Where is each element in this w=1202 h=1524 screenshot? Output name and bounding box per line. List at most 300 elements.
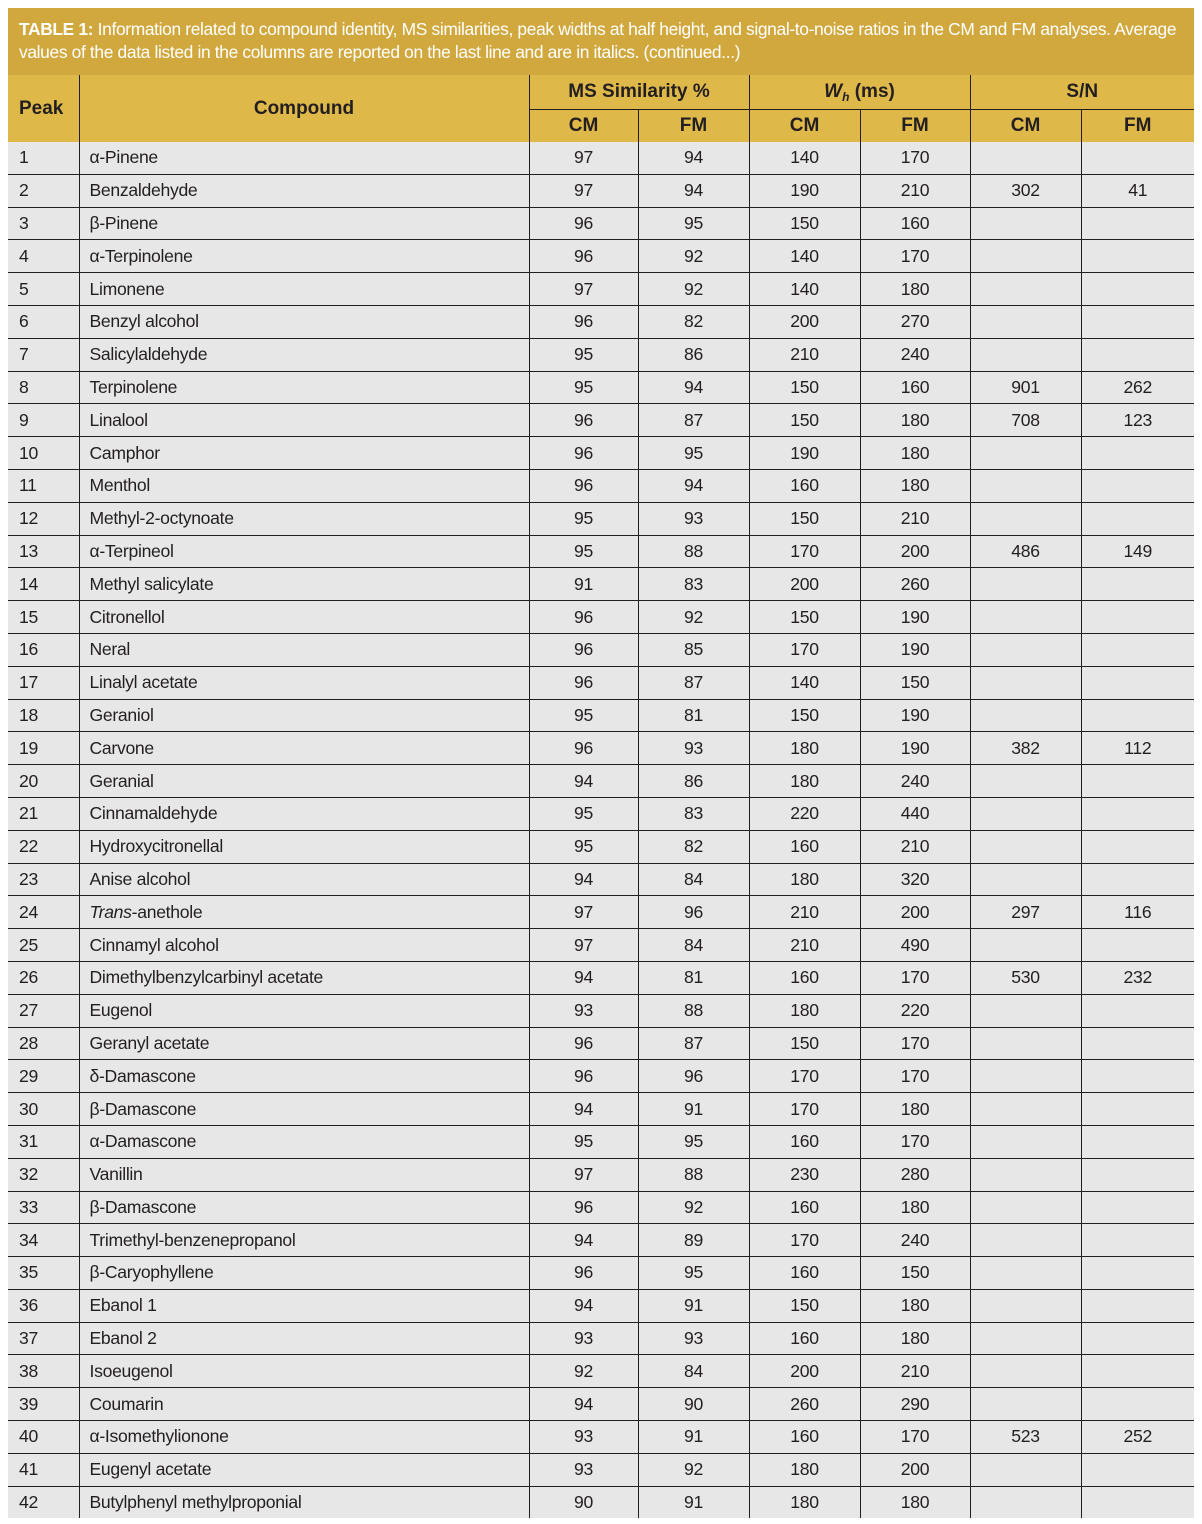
row-sn-fm: 262 (1081, 371, 1194, 404)
row-sn-fm: 116 (1081, 896, 1194, 929)
row-ms-fm: 95 (638, 1125, 749, 1158)
row-compound-name: Cinnamaldehyde (79, 797, 529, 830)
row-wh-fm: 170 (860, 1060, 970, 1093)
row-sn-cm (970, 830, 1081, 863)
row-ms-cm: 96 (529, 633, 638, 666)
row-ms-fm: 86 (638, 338, 749, 371)
row-sn-cm (970, 1027, 1081, 1060)
table-row (8, 1158, 1194, 1191)
row-wh-cm: 150 (749, 502, 860, 535)
row-wh-fm: 160 (860, 207, 970, 240)
row-wh-fm: 210 (860, 830, 970, 863)
row-ms-cm: 97 (529, 142, 638, 174)
row-peak-number: 22 (8, 830, 79, 863)
row-peak-number: 31 (8, 1125, 79, 1158)
row-wh-fm: 190 (860, 601, 970, 634)
row-sn-fm (1081, 1289, 1194, 1322)
row-wh-cm: 200 (749, 568, 860, 601)
table-row (8, 535, 1194, 568)
row-peak-number: 15 (8, 601, 79, 634)
row-sn-cm: 708 (970, 404, 1081, 437)
row-ms-cm: 97 (529, 896, 638, 929)
row-compound-name: Limonene (79, 273, 529, 306)
row-wh-fm: 200 (860, 535, 970, 568)
row-wh-fm: 180 (860, 1486, 970, 1518)
row-sn-fm: 149 (1081, 535, 1194, 568)
row-peak-number: 6 (8, 305, 79, 338)
row-sn-cm (970, 1158, 1081, 1191)
row-peak-number: 7 (8, 338, 79, 371)
row-ms-fm: 94 (638, 174, 749, 207)
row-wh-fm: 280 (860, 1158, 970, 1191)
row-wh-cm: 190 (749, 437, 860, 470)
row-ms-fm: 88 (638, 535, 749, 568)
row-wh-cm: 140 (749, 273, 860, 306)
row-wh-fm: 200 (860, 896, 970, 929)
row-ms-cm: 96 (529, 207, 638, 240)
row-wh-fm: 240 (860, 765, 970, 798)
row-wh-fm: 180 (860, 1093, 970, 1126)
row-compound-name: Trimethyl-benzenepropanol (79, 1224, 529, 1257)
row-ms-fm: 84 (638, 929, 749, 962)
row-compound-name: Cinnamyl alcohol (79, 929, 529, 962)
row-ms-fm: 93 (638, 732, 749, 765)
row-ms-fm: 93 (638, 502, 749, 535)
row-wh-cm: 170 (749, 535, 860, 568)
row-compound-name: Dimethylbenzylcarbinyl acetate (79, 961, 529, 994)
row-sn-fm: 112 (1081, 732, 1194, 765)
row-peak-number: 20 (8, 765, 79, 798)
row-sn-fm (1081, 633, 1194, 666)
table-row (8, 863, 1194, 896)
row-peak-number: 12 (8, 502, 79, 535)
row-sn-fm (1081, 1158, 1194, 1191)
row-wh-fm: 440 (860, 797, 970, 830)
row-peak-number: 35 (8, 1257, 79, 1290)
row-wh-cm: 150 (749, 404, 860, 437)
row-compound-name: Benzyl alcohol (79, 305, 529, 338)
row-wh-fm: 190 (860, 699, 970, 732)
table-header (8, 75, 1194, 142)
row-ms-cm: 94 (529, 1224, 638, 1257)
table-row (8, 1125, 1194, 1158)
row-peak-number: 28 (8, 1027, 79, 1060)
row-sn-fm (1081, 305, 1194, 338)
row-ms-cm: 90 (529, 1486, 638, 1518)
header-wh-subscript: h (842, 89, 850, 104)
row-ms-cm: 92 (529, 1355, 638, 1388)
row-sn-cm (970, 1355, 1081, 1388)
table-row (8, 174, 1194, 207)
row-ms-cm: 95 (529, 502, 638, 535)
table-row (8, 601, 1194, 634)
row-wh-fm: 240 (860, 1224, 970, 1257)
row-ms-cm: 96 (529, 305, 638, 338)
table-caption-label: TABLE 1: (19, 19, 94, 39)
row-ms-fm: 87 (638, 1027, 749, 1060)
table-row (8, 1453, 1194, 1486)
row-wh-cm: 150 (749, 1289, 860, 1322)
row-sn-cm (970, 666, 1081, 699)
row-sn-fm (1081, 207, 1194, 240)
row-ms-fm: 92 (638, 601, 749, 634)
row-peak-number: 18 (8, 699, 79, 732)
row-ms-cm: 95 (529, 797, 638, 830)
table-row (8, 404, 1194, 437)
row-wh-cm: 150 (749, 1027, 860, 1060)
header-sn-fm: FM (1081, 110, 1194, 143)
row-wh-cm: 160 (749, 1191, 860, 1224)
row-ms-cm: 94 (529, 765, 638, 798)
row-compound-name: Ebanol 1 (79, 1289, 529, 1322)
row-peak-number: 23 (8, 863, 79, 896)
row-ms-fm: 82 (638, 305, 749, 338)
row-ms-fm: 96 (638, 1060, 749, 1093)
table-row (8, 797, 1194, 830)
row-wh-fm: 260 (860, 568, 970, 601)
row-compound-name: Vanillin (79, 1158, 529, 1191)
row-wh-fm: 170 (860, 142, 970, 174)
row-sn-cm (970, 994, 1081, 1027)
row-ms-fm: 92 (638, 1191, 749, 1224)
row-compound-name: Camphor (79, 437, 529, 470)
row-ms-fm: 85 (638, 633, 749, 666)
table-row (8, 1322, 1194, 1355)
row-compound-name: δ-Damascone (79, 1060, 529, 1093)
row-peak-number: 26 (8, 961, 79, 994)
row-ms-cm: 96 (529, 1191, 638, 1224)
row-sn-fm (1081, 699, 1194, 732)
row-wh-cm: 160 (749, 830, 860, 863)
row-compound-name: Carvone (79, 732, 529, 765)
header-wh-symbol: W (824, 80, 843, 102)
row-peak-number: 33 (8, 1191, 79, 1224)
row-peak-number: 39 (8, 1388, 79, 1421)
row-sn-cm (970, 765, 1081, 798)
row-sn-fm (1081, 1093, 1194, 1126)
row-wh-cm: 160 (749, 961, 860, 994)
row-sn-fm (1081, 1453, 1194, 1486)
row-wh-cm: 180 (749, 994, 860, 1027)
row-peak-number: 34 (8, 1224, 79, 1257)
header-sn: S/N (970, 75, 1194, 110)
row-sn-fm (1081, 502, 1194, 535)
row-peak-number: 4 (8, 240, 79, 273)
row-sn-cm: 297 (970, 896, 1081, 929)
row-wh-fm: 210 (860, 1355, 970, 1388)
row-sn-fm (1081, 994, 1194, 1027)
header-compound: Compound (79, 75, 529, 142)
row-peak-number: 1 (8, 142, 79, 174)
table-row (8, 1486, 1194, 1518)
row-sn-fm: 41 (1081, 174, 1194, 207)
row-peak-number: 37 (8, 1322, 79, 1355)
row-peak-number: 27 (8, 994, 79, 1027)
row-ms-cm: 96 (529, 240, 638, 273)
row-peak-number: 25 (8, 929, 79, 962)
row-ms-cm: 95 (529, 830, 638, 863)
row-compound-name: Benzaldehyde (79, 174, 529, 207)
row-sn-fm (1081, 1257, 1194, 1290)
row-peak-number: 19 (8, 732, 79, 765)
row-peak-number: 9 (8, 404, 79, 437)
row-wh-cm: 150 (749, 601, 860, 634)
row-sn-fm (1081, 240, 1194, 273)
row-wh-cm: 160 (749, 1125, 860, 1158)
row-ms-cm: 96 (529, 1027, 638, 1060)
row-wh-fm: 180 (860, 404, 970, 437)
row-sn-cm (970, 1060, 1081, 1093)
row-sn-cm (970, 1093, 1081, 1126)
row-sn-fm (1081, 929, 1194, 962)
table-row (8, 1060, 1194, 1093)
row-ms-fm: 81 (638, 961, 749, 994)
row-ms-cm: 94 (529, 863, 638, 896)
row-compound-name: Geraniol (79, 699, 529, 732)
row-sn-cm (970, 633, 1081, 666)
row-sn-fm (1081, 863, 1194, 896)
table-row (8, 994, 1194, 1027)
row-peak-number: 5 (8, 273, 79, 306)
table-row (8, 961, 1194, 994)
row-peak-number: 2 (8, 174, 79, 207)
row-compound-name: β-Pinene (79, 207, 529, 240)
row-wh-cm: 200 (749, 1355, 860, 1388)
row-wh-fm: 160 (860, 371, 970, 404)
row-peak-number: 32 (8, 1158, 79, 1191)
table-row (8, 338, 1194, 371)
row-compound-name: Hydroxycitronellal (79, 830, 529, 863)
row-compound-name: β-Caryophyllene (79, 1257, 529, 1290)
row-sn-fm (1081, 1355, 1194, 1388)
row-ms-cm: 93 (529, 1421, 638, 1454)
row-wh-fm: 170 (860, 1421, 970, 1454)
row-wh-cm: 140 (749, 240, 860, 273)
row-ms-fm: 82 (638, 830, 749, 863)
row-compound-name: Menthol (79, 469, 529, 502)
header-sn-cm: CM (970, 110, 1081, 143)
row-ms-fm: 92 (638, 240, 749, 273)
row-sn-fm: 123 (1081, 404, 1194, 437)
row-wh-fm: 170 (860, 961, 970, 994)
row-wh-cm: 260 (749, 1388, 860, 1421)
row-sn-cm (970, 240, 1081, 273)
row-peak-number: 8 (8, 371, 79, 404)
row-compound-name: α-Isomethylionone (79, 1421, 529, 1454)
row-ms-fm: 83 (638, 797, 749, 830)
row-sn-cm (970, 437, 1081, 470)
row-wh-fm: 210 (860, 502, 970, 535)
row-ms-cm: 95 (529, 371, 638, 404)
row-ms-cm: 94 (529, 961, 638, 994)
row-sn-cm: 530 (970, 961, 1081, 994)
row-peak-number: 38 (8, 1355, 79, 1388)
row-ms-cm: 93 (529, 1453, 638, 1486)
row-ms-fm: 90 (638, 1388, 749, 1421)
header-ms-similarity: MS Similarity % (529, 75, 749, 110)
row-sn-cm: 901 (970, 371, 1081, 404)
row-compound-name: Linalool (79, 404, 529, 437)
row-compound-name: Terpinolene (79, 371, 529, 404)
row-ms-fm: 91 (638, 1486, 749, 1518)
row-ms-fm: 95 (638, 437, 749, 470)
row-wh-fm: 290 (860, 1388, 970, 1421)
table-row (8, 240, 1194, 273)
row-wh-cm: 150 (749, 207, 860, 240)
row-ms-fm: 86 (638, 765, 749, 798)
table-row (8, 830, 1194, 863)
row-wh-cm: 150 (749, 371, 860, 404)
row-compound-name: β-Damascone (79, 1093, 529, 1126)
row-sn-fm (1081, 469, 1194, 502)
row-ms-fm: 87 (638, 404, 749, 437)
table-row (8, 896, 1194, 929)
row-ms-cm: 97 (529, 273, 638, 306)
row-sn-cm (970, 863, 1081, 896)
compound-italic-prefix: Trans (89, 901, 132, 922)
row-peak-number: 21 (8, 797, 79, 830)
row-sn-cm: 302 (970, 174, 1081, 207)
row-wh-cm: 170 (749, 1224, 860, 1257)
row-sn-cm (970, 1125, 1081, 1158)
table-row (8, 732, 1194, 765)
row-ms-fm: 83 (638, 568, 749, 601)
header-ms-fm: FM (638, 110, 749, 143)
row-wh-fm: 180 (860, 1191, 970, 1224)
table-row (8, 1421, 1194, 1454)
table-row (8, 142, 1194, 174)
row-ms-cm: 96 (529, 601, 638, 634)
table-row (8, 1093, 1194, 1126)
row-ms-cm: 97 (529, 174, 638, 207)
row-sn-cm (970, 929, 1081, 962)
row-sn-fm (1081, 1027, 1194, 1060)
row-compound-name: α-Terpinolene (79, 240, 529, 273)
row-sn-cm (970, 1257, 1081, 1290)
row-sn-cm (970, 142, 1081, 174)
row-peak-number: 30 (8, 1093, 79, 1126)
row-sn-fm (1081, 1191, 1194, 1224)
row-sn-cm (970, 699, 1081, 732)
row-sn-cm (970, 273, 1081, 306)
row-wh-fm: 190 (860, 633, 970, 666)
row-sn-fm (1081, 273, 1194, 306)
row-sn-cm: 382 (970, 732, 1081, 765)
table-container (8, 8, 1194, 1518)
row-ms-cm: 93 (529, 1322, 638, 1355)
row-ms-cm: 91 (529, 568, 638, 601)
table-row (8, 1257, 1194, 1290)
table-row (8, 929, 1194, 962)
row-ms-cm: 95 (529, 338, 638, 371)
row-ms-fm: 95 (638, 207, 749, 240)
row-peak-number: 10 (8, 437, 79, 470)
header-wh (749, 75, 970, 110)
row-sn-fm (1081, 666, 1194, 699)
row-compound-name: Butylphenyl methylproponial (79, 1486, 529, 1518)
row-wh-cm: 230 (749, 1158, 860, 1191)
row-ms-cm: 94 (529, 1093, 638, 1126)
row-sn-fm: 232 (1081, 961, 1194, 994)
row-wh-fm: 240 (860, 338, 970, 371)
row-peak-number: 3 (8, 207, 79, 240)
row-sn-fm: 252 (1081, 1421, 1194, 1454)
row-ms-cm: 94 (529, 1289, 638, 1322)
row-ms-fm: 94 (638, 371, 749, 404)
row-wh-cm: 170 (749, 1093, 860, 1126)
table-row (8, 765, 1194, 798)
row-compound-name: Eugenyl acetate (79, 1453, 529, 1486)
row-compound-name: Ebanol 2 (79, 1322, 529, 1355)
row-compound-name: Methyl salicylate (79, 568, 529, 601)
row-ms-cm: 96 (529, 1257, 638, 1290)
row-ms-cm: 96 (529, 666, 638, 699)
row-wh-fm: 180 (860, 1289, 970, 1322)
row-wh-fm: 180 (860, 273, 970, 306)
table-row (8, 1289, 1194, 1322)
table-row (8, 666, 1194, 699)
row-compound-name: α-Pinene (79, 142, 529, 174)
row-wh-cm: 170 (749, 1060, 860, 1093)
row-ms-cm: 97 (529, 929, 638, 962)
row-sn-cm (970, 601, 1081, 634)
table-row (8, 1355, 1194, 1388)
row-ms-fm: 88 (638, 994, 749, 1027)
row-ms-fm: 88 (638, 1158, 749, 1191)
table-row (8, 305, 1194, 338)
row-wh-fm: 180 (860, 1322, 970, 1355)
row-compound-name: Anise alcohol (79, 863, 529, 896)
row-sn-fm (1081, 338, 1194, 371)
row-ms-fm: 91 (638, 1093, 749, 1126)
table-row (8, 1191, 1194, 1224)
row-sn-fm (1081, 830, 1194, 863)
row-wh-fm: 170 (860, 1125, 970, 1158)
row-compound-name: Geranyl acetate (79, 1027, 529, 1060)
row-ms-fm: 94 (638, 469, 749, 502)
row-wh-cm: 180 (749, 863, 860, 896)
row-sn-cm (970, 1289, 1081, 1322)
row-ms-fm: 91 (638, 1289, 749, 1322)
compound-table (8, 75, 1194, 1518)
row-wh-cm: 170 (749, 633, 860, 666)
row-sn-cm (970, 1224, 1081, 1257)
table-row (8, 699, 1194, 732)
row-wh-cm: 150 (749, 699, 860, 732)
table-row (8, 207, 1194, 240)
row-ms-fm: 92 (638, 273, 749, 306)
row-sn-cm (970, 338, 1081, 371)
row-wh-fm: 490 (860, 929, 970, 962)
row-sn-fm (1081, 1125, 1194, 1158)
table-row (8, 1027, 1194, 1060)
row-peak-number: 14 (8, 568, 79, 601)
row-wh-cm: 210 (749, 896, 860, 929)
row-wh-fm: 150 (860, 1257, 970, 1290)
row-compound-name: α-Damascone (79, 1125, 529, 1158)
row-wh-cm: 200 (749, 305, 860, 338)
header-wh-cm: CM (749, 110, 860, 143)
row-wh-cm: 190 (749, 174, 860, 207)
row-ms-fm: 94 (638, 142, 749, 174)
row-ms-cm: 97 (529, 1158, 638, 1191)
row-peak-number: 13 (8, 535, 79, 568)
row-ms-fm: 91 (638, 1421, 749, 1454)
row-sn-cm (970, 207, 1081, 240)
table-row (8, 633, 1194, 666)
row-sn-cm (970, 1388, 1081, 1421)
row-compound-name: Neral (79, 633, 529, 666)
